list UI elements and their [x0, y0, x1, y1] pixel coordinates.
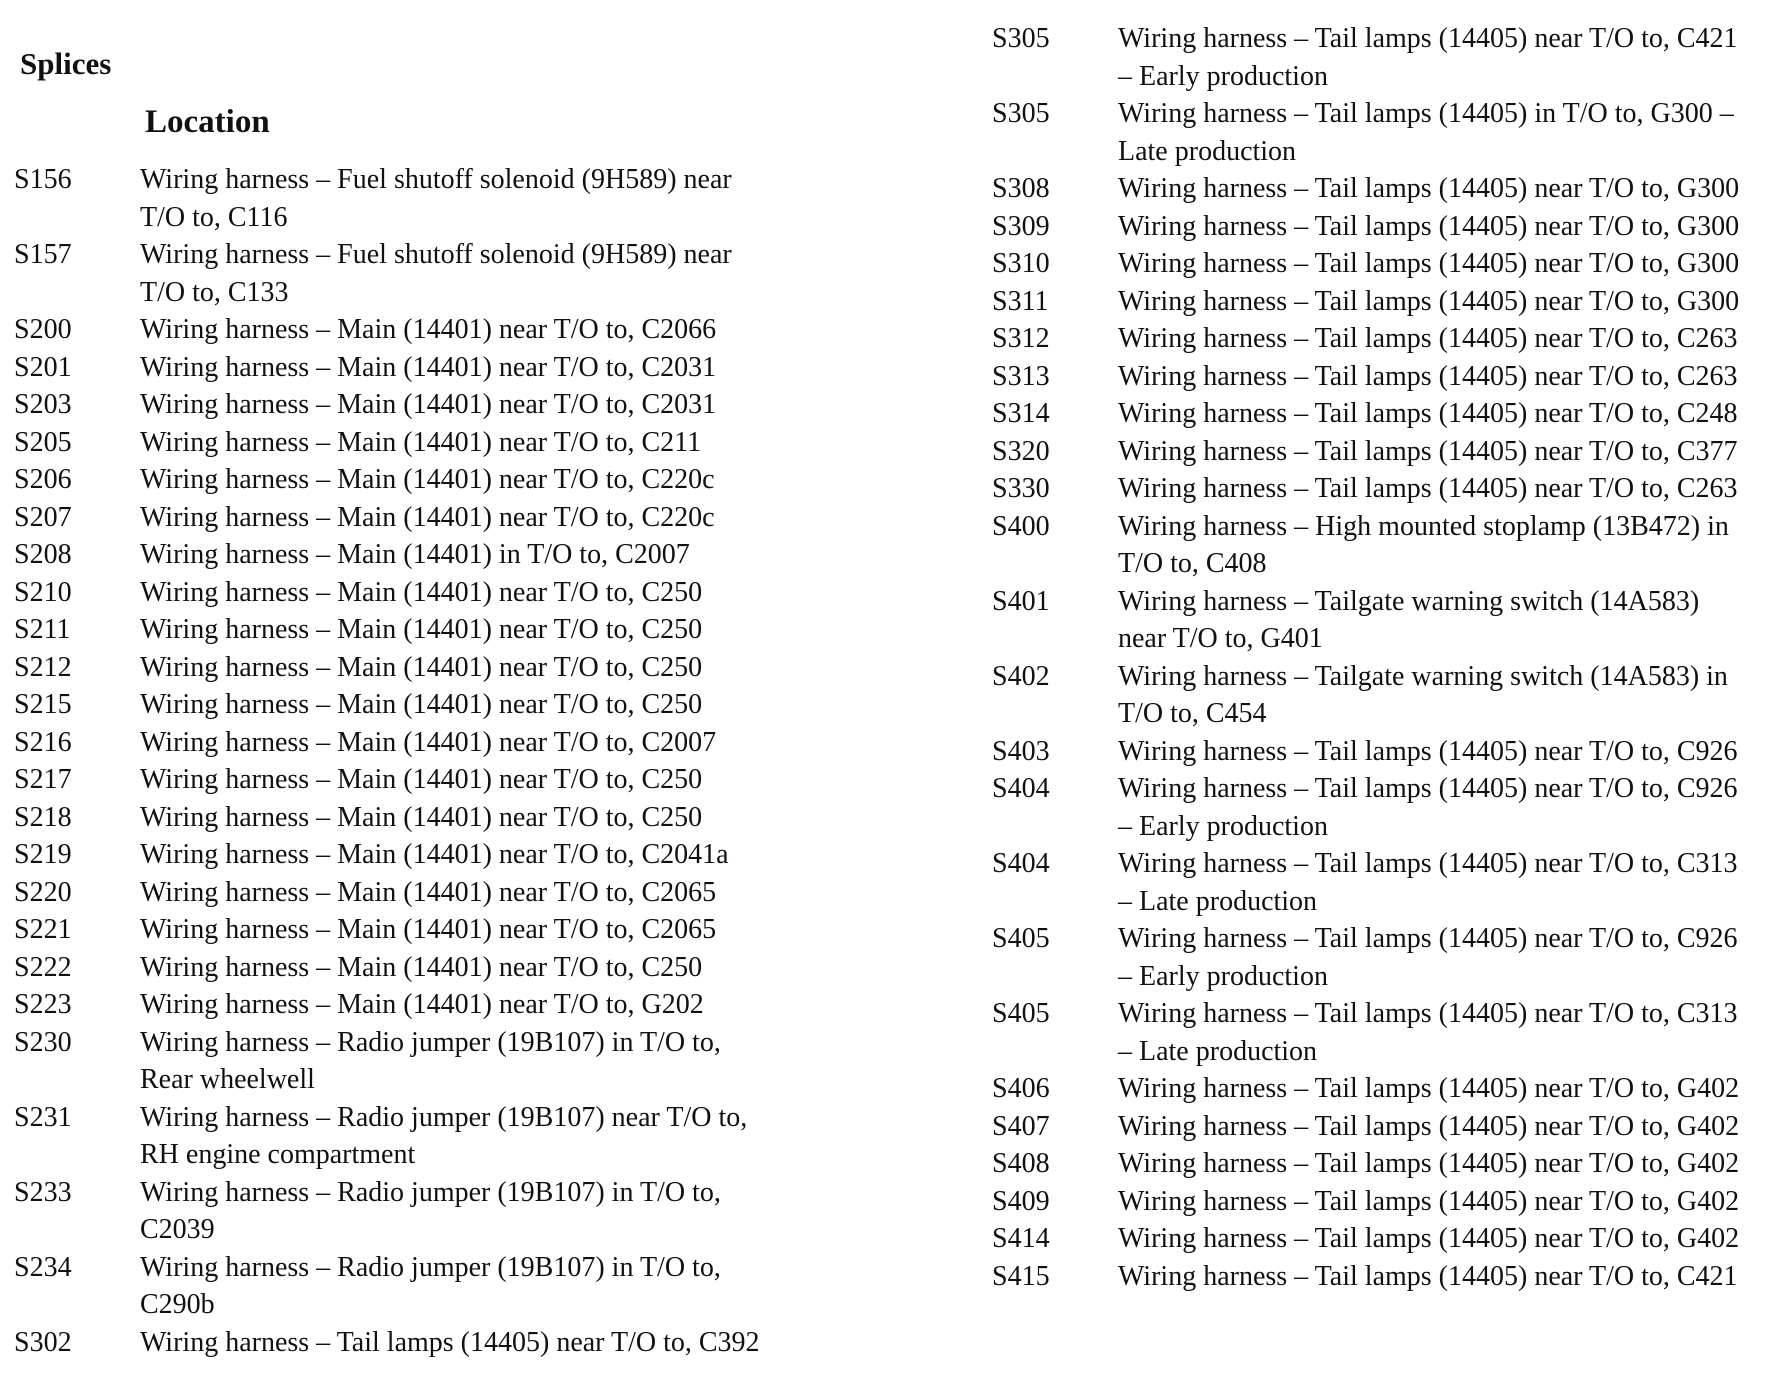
splice-location: Wiring harness – Tail lamps (14405) near T/O to, G300 — [1118, 173, 1740, 204]
splice-code: S211 — [14, 614, 71, 645]
splice-location: Wiring harness – Tail lamps (14405) near T/O to, G402 — [1118, 1110, 1740, 1142]
splice-location: Wiring harness – Main (14401) near T/O to, C220c — [140, 464, 715, 495]
splice-location: Wiring harness – Tail lamps (14405) near T/O to, C392 — [140, 1326, 760, 1358]
splice-location: Wiring harness – Tail lamps (14405) near T/O to, G300 — [1118, 210, 1740, 242]
splice-row — [14, 836, 804, 874]
splice-row — [992, 658, 1772, 733]
splice-location: Wiring harness – Tail lamps (14405) near T/O to, C421 — [1118, 1260, 1738, 1292]
splice-row — [992, 320, 1772, 358]
splice-code: S233 — [14, 1176, 72, 1208]
splice-row — [992, 283, 1772, 321]
splice-row — [14, 1174, 804, 1249]
splice-code: S234 — [14, 1251, 72, 1283]
splice-code: S230 — [14, 1026, 72, 1058]
splice-code: S222 — [14, 951, 72, 983]
splice-code: S408 — [992, 1148, 1050, 1179]
splice-row — [992, 733, 1772, 771]
splice-code: S305 — [992, 23, 1050, 54]
splice-location: Wiring harness – Main (14401) near T/O to, C2065 — [140, 876, 717, 908]
splice-row — [992, 1220, 1772, 1258]
splice-row — [992, 208, 1772, 246]
splice-row — [14, 461, 804, 499]
splice-code: S203 — [14, 389, 72, 420]
splice-code: S313 — [992, 360, 1050, 392]
splice-location: Wiring harness – Fuel shutoff solenoid (9H589) near T/O to, C116 — [140, 164, 732, 233]
splice-code: S156 — [14, 164, 72, 195]
splice-location: Wiring harness – Tail lamps (14405) near T/O to, G402 — [1118, 1148, 1740, 1179]
splice-code: S400 — [992, 510, 1050, 542]
splice-row — [992, 358, 1772, 396]
splice-code: S206 — [14, 464, 72, 495]
splice-code: S157 — [14, 239, 72, 270]
splice-row — [14, 161, 804, 236]
splice-location: Wiring harness – Tailgate warning switch (14A583) near T/O to, G401 — [1118, 585, 1700, 654]
splice-row — [14, 986, 804, 1024]
splice-code: S302 — [14, 1326, 72, 1358]
splice-code: S218 — [14, 801, 72, 833]
splice-location: Wiring harness – Main (14401) near T/O to, C250 — [140, 951, 703, 983]
splice-code: S406 — [992, 1073, 1050, 1104]
splice-code: S219 — [14, 839, 72, 870]
splice-list-right — [992, 20, 1772, 1295]
splice-row — [14, 649, 804, 687]
splice-location: Wiring harness – Tail lamps (14405) in T/O to, G300 – Late production — [1118, 98, 1734, 167]
splice-row — [992, 1183, 1772, 1221]
splice-location: Wiring harness – Tail lamps (14405) near T/O to, C926 – Early production — [1118, 773, 1738, 842]
splice-location: Wiring harness – Main (14401) near T/O to, C220c — [140, 501, 715, 533]
splice-code: S311 — [992, 285, 1049, 317]
splice-location: Wiring harness – Tail lamps (14405) near T/O to, C248 — [1118, 398, 1738, 429]
splice-row — [992, 920, 1772, 995]
location-column-heading: Location — [145, 104, 270, 140]
splice-code: S308 — [992, 173, 1050, 204]
splice-row — [992, 433, 1772, 471]
splice-code: S215 — [14, 689, 72, 720]
section-title: Splices — [20, 46, 112, 81]
splice-code: S404 — [992, 848, 1050, 879]
splice-location: Wiring harness – Main (14401) near T/O to, C2007 — [140, 726, 717, 758]
splice-code: S403 — [992, 735, 1050, 767]
splice-code: S221 — [14, 914, 72, 945]
splice-row — [14, 311, 804, 349]
splice-code: S200 — [14, 314, 72, 345]
splice-location: Wiring harness – Tail lamps (14405) near T/O to, G300 — [1118, 248, 1740, 279]
splice-location: Wiring harness – Tail lamps (14405) near T/O to, G402 — [1118, 1185, 1740, 1217]
splice-location: Wiring harness – Main (14401) near T/O to, C2041a — [140, 839, 729, 870]
splice-location: Wiring harness – Main (14401) near T/O to, C250 — [140, 576, 703, 608]
splice-location: Wiring harness – Main (14401) near T/O to, C250 — [140, 651, 703, 683]
splice-location: Wiring harness – Tail lamps (14405) near T/O to, C263 — [1118, 323, 1738, 354]
splice-row — [992, 1070, 1772, 1108]
splice-location: Wiring harness – Main (14401) near T/O to, C2066 — [140, 314, 717, 345]
splice-code: S409 — [992, 1185, 1050, 1217]
splice-code: S305 — [992, 98, 1050, 129]
splice-location: Wiring harness – Main (14401) near T/O to, C211 — [140, 426, 702, 458]
splice-code: S216 — [14, 726, 72, 758]
splice-code: S205 — [14, 426, 72, 458]
splice-row — [992, 508, 1772, 583]
splice-row — [992, 470, 1772, 508]
splice-location: Wiring harness – Tail lamps (14405) near T/O to, C263 — [1118, 473, 1738, 504]
splice-code: S207 — [14, 501, 72, 533]
splice-row — [14, 1249, 804, 1324]
splice-code: S231 — [14, 1101, 72, 1133]
splice-row — [992, 845, 1772, 920]
splice-row — [992, 20, 1772, 95]
splice-row — [14, 386, 804, 424]
splice-row — [992, 770, 1772, 845]
splice-location: Wiring harness – Tail lamps (14405) near T/O to, C377 — [1118, 435, 1738, 467]
splice-code: S320 — [992, 435, 1050, 467]
splice-code: S208 — [14, 539, 72, 570]
splice-location: Wiring harness – Tail lamps (14405) near T/O to, G300 — [1118, 285, 1740, 317]
splice-location: Wiring harness – Tailgate warning switch (14A583) in T/O to, C454 — [1118, 660, 1728, 729]
splice-code: S401 — [992, 585, 1050, 617]
splice-row — [14, 499, 804, 537]
splice-location: Wiring harness – Tail lamps (14405) near T/O to, G402 — [1118, 1073, 1740, 1104]
splice-location: Wiring harness – Main (14401) near T/O to, C250 — [140, 689, 703, 720]
splice-code: S223 — [14, 989, 72, 1020]
splice-code: S212 — [14, 651, 72, 683]
splice-location: Wiring harness – Tail lamps (14405) near T/O to, C263 — [1118, 360, 1738, 392]
splice-location: Wiring harness – Fuel shutoff solenoid (9H589) near T/O to, C133 — [140, 239, 732, 308]
splice-code: S201 — [14, 351, 72, 383]
splice-code: S402 — [992, 660, 1050, 692]
splice-location: Wiring harness – Main (14401) near T/O to, C250 — [140, 614, 703, 645]
splice-row — [992, 583, 1772, 658]
splice-row — [992, 995, 1772, 1070]
splice-code: S310 — [992, 248, 1050, 279]
splice-location: Wiring harness – High mounted stoplamp (13B472) in T/O to, C408 — [1118, 510, 1729, 579]
splice-code: S407 — [992, 1110, 1050, 1142]
splice-code: S220 — [14, 876, 72, 908]
splice-code: S405 — [992, 923, 1050, 954]
splice-location: Wiring harness – Radio jumper (19B107) in T/O to, C2039 — [140, 1176, 721, 1245]
splice-row — [14, 1024, 804, 1099]
splice-row — [14, 424, 804, 462]
splice-row — [14, 236, 804, 311]
splice-row — [14, 536, 804, 574]
splice-location: Wiring harness – Main (14401) near T/O to, C250 — [140, 764, 703, 795]
splice-row — [992, 245, 1772, 283]
splice-location: Wiring harness – Main (14401) near T/O to, C2031 — [140, 351, 717, 383]
splice-row — [992, 1145, 1772, 1183]
splice-row — [14, 349, 804, 387]
splice-location: Wiring harness – Main (14401) in T/O to, C2007 — [140, 539, 690, 570]
splice-row — [14, 761, 804, 799]
splice-row — [992, 1108, 1772, 1146]
splice-code: S415 — [992, 1260, 1050, 1292]
splice-location: Wiring harness – Main (14401) near T/O to, C2031 — [140, 389, 717, 420]
splice-row — [14, 686, 804, 724]
splice-code: S405 — [992, 998, 1050, 1029]
splice-code: S309 — [992, 210, 1050, 242]
splice-code: S330 — [992, 473, 1050, 504]
splice-row — [14, 799, 804, 837]
splice-row — [992, 170, 1772, 208]
splice-code: S217 — [14, 764, 72, 795]
splice-location: Wiring harness – Tail lamps (14405) near T/O to, C926 — [1118, 735, 1738, 767]
splice-location: Wiring harness – Tail lamps (14405) near T/O to, C926 – Early production — [1118, 923, 1738, 992]
splice-code: S314 — [992, 398, 1050, 429]
splice-location: Wiring harness – Radio jumper (19B107) in T/O to, Rear wheelwell — [140, 1026, 721, 1095]
splice-location: Wiring harness – Radio jumper (19B107) in T/O to, C290b — [140, 1251, 721, 1320]
splice-row — [14, 724, 804, 762]
splice-code: S210 — [14, 576, 72, 608]
splice-code: S404 — [992, 773, 1050, 804]
splice-row — [14, 949, 804, 987]
splice-location: Wiring harness – Main (14401) near T/O to, C2065 — [140, 914, 717, 945]
splice-row — [14, 874, 804, 912]
splice-row — [992, 1258, 1772, 1296]
splice-row — [14, 611, 804, 649]
splice-row — [14, 1099, 804, 1174]
splice-location: Wiring harness – Tail lamps (14405) near T/O to, C313 – Late production — [1118, 848, 1738, 917]
splice-row — [992, 395, 1772, 433]
splice-row — [14, 911, 804, 949]
splice-code: S414 — [992, 1223, 1050, 1254]
splice-row — [14, 574, 804, 612]
splice-location: Wiring harness – Tail lamps (14405) near T/O to, C313 – Late production — [1118, 998, 1738, 1067]
splice-location: Wiring harness – Main (14401) near T/O to, G202 — [140, 989, 704, 1020]
splice-location: Wiring harness – Radio jumper (19B107) near T/O to, RH engine compartment — [140, 1101, 748, 1170]
splice-location: Wiring harness – Main (14401) near T/O to, C250 — [140, 801, 703, 833]
splice-row — [14, 1324, 804, 1362]
splice-location: Wiring harness – Tail lamps (14405) near T/O to, G402 — [1118, 1223, 1740, 1254]
splice-row — [992, 95, 1772, 170]
splice-list-left — [14, 161, 804, 1361]
splice-location: Wiring harness – Tail lamps (14405) near T/O to, C421 – Early production — [1118, 23, 1738, 92]
splice-code: S312 — [992, 323, 1050, 354]
